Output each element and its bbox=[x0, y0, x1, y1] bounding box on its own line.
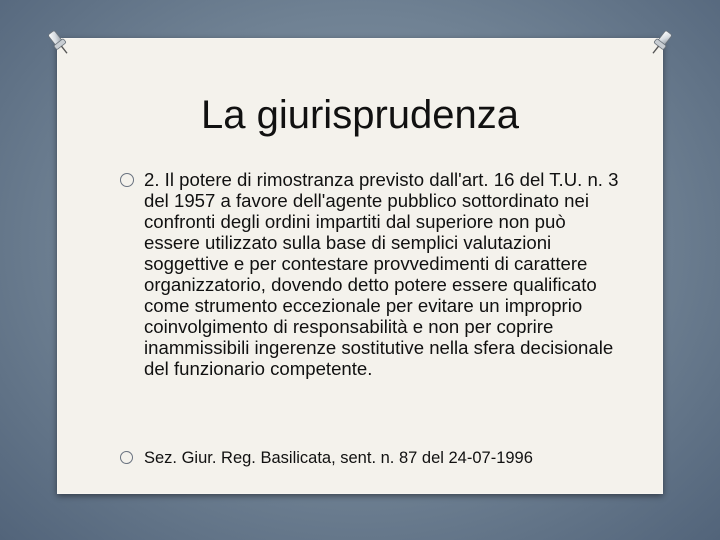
circle-bullet-icon bbox=[120, 173, 134, 187]
pushpin-icon bbox=[44, 28, 74, 58]
citation-text: Sez. Giur. Reg. Basilicata, sent. n. 87 del 24-07-1996 bbox=[144, 449, 533, 467]
pushpin-icon bbox=[646, 28, 676, 58]
slide-title: La giurisprudenza bbox=[201, 93, 519, 137]
circle-bullet-icon bbox=[120, 451, 133, 464]
bullet-text: 2. Il potere di rimostranza previsto dall'art. 16 del T.U. n. 3 del 1957 a favore dell'agente pubblico sottordinato nei confronti degli ordini impartiti dal superiore non può essere utilizzato sulla base di semplici valutazioni soggettive e per contestare provvedimenti di carattere organizzatorio, dovendo detto potere essere qualificato come strumento eccezionale per evitare un improprio coinvolgimento di responsabilità e non per coprire inammissibili ingerenze sostitutive nella sfera decisionale del funzionario competente. bbox=[144, 169, 619, 379]
